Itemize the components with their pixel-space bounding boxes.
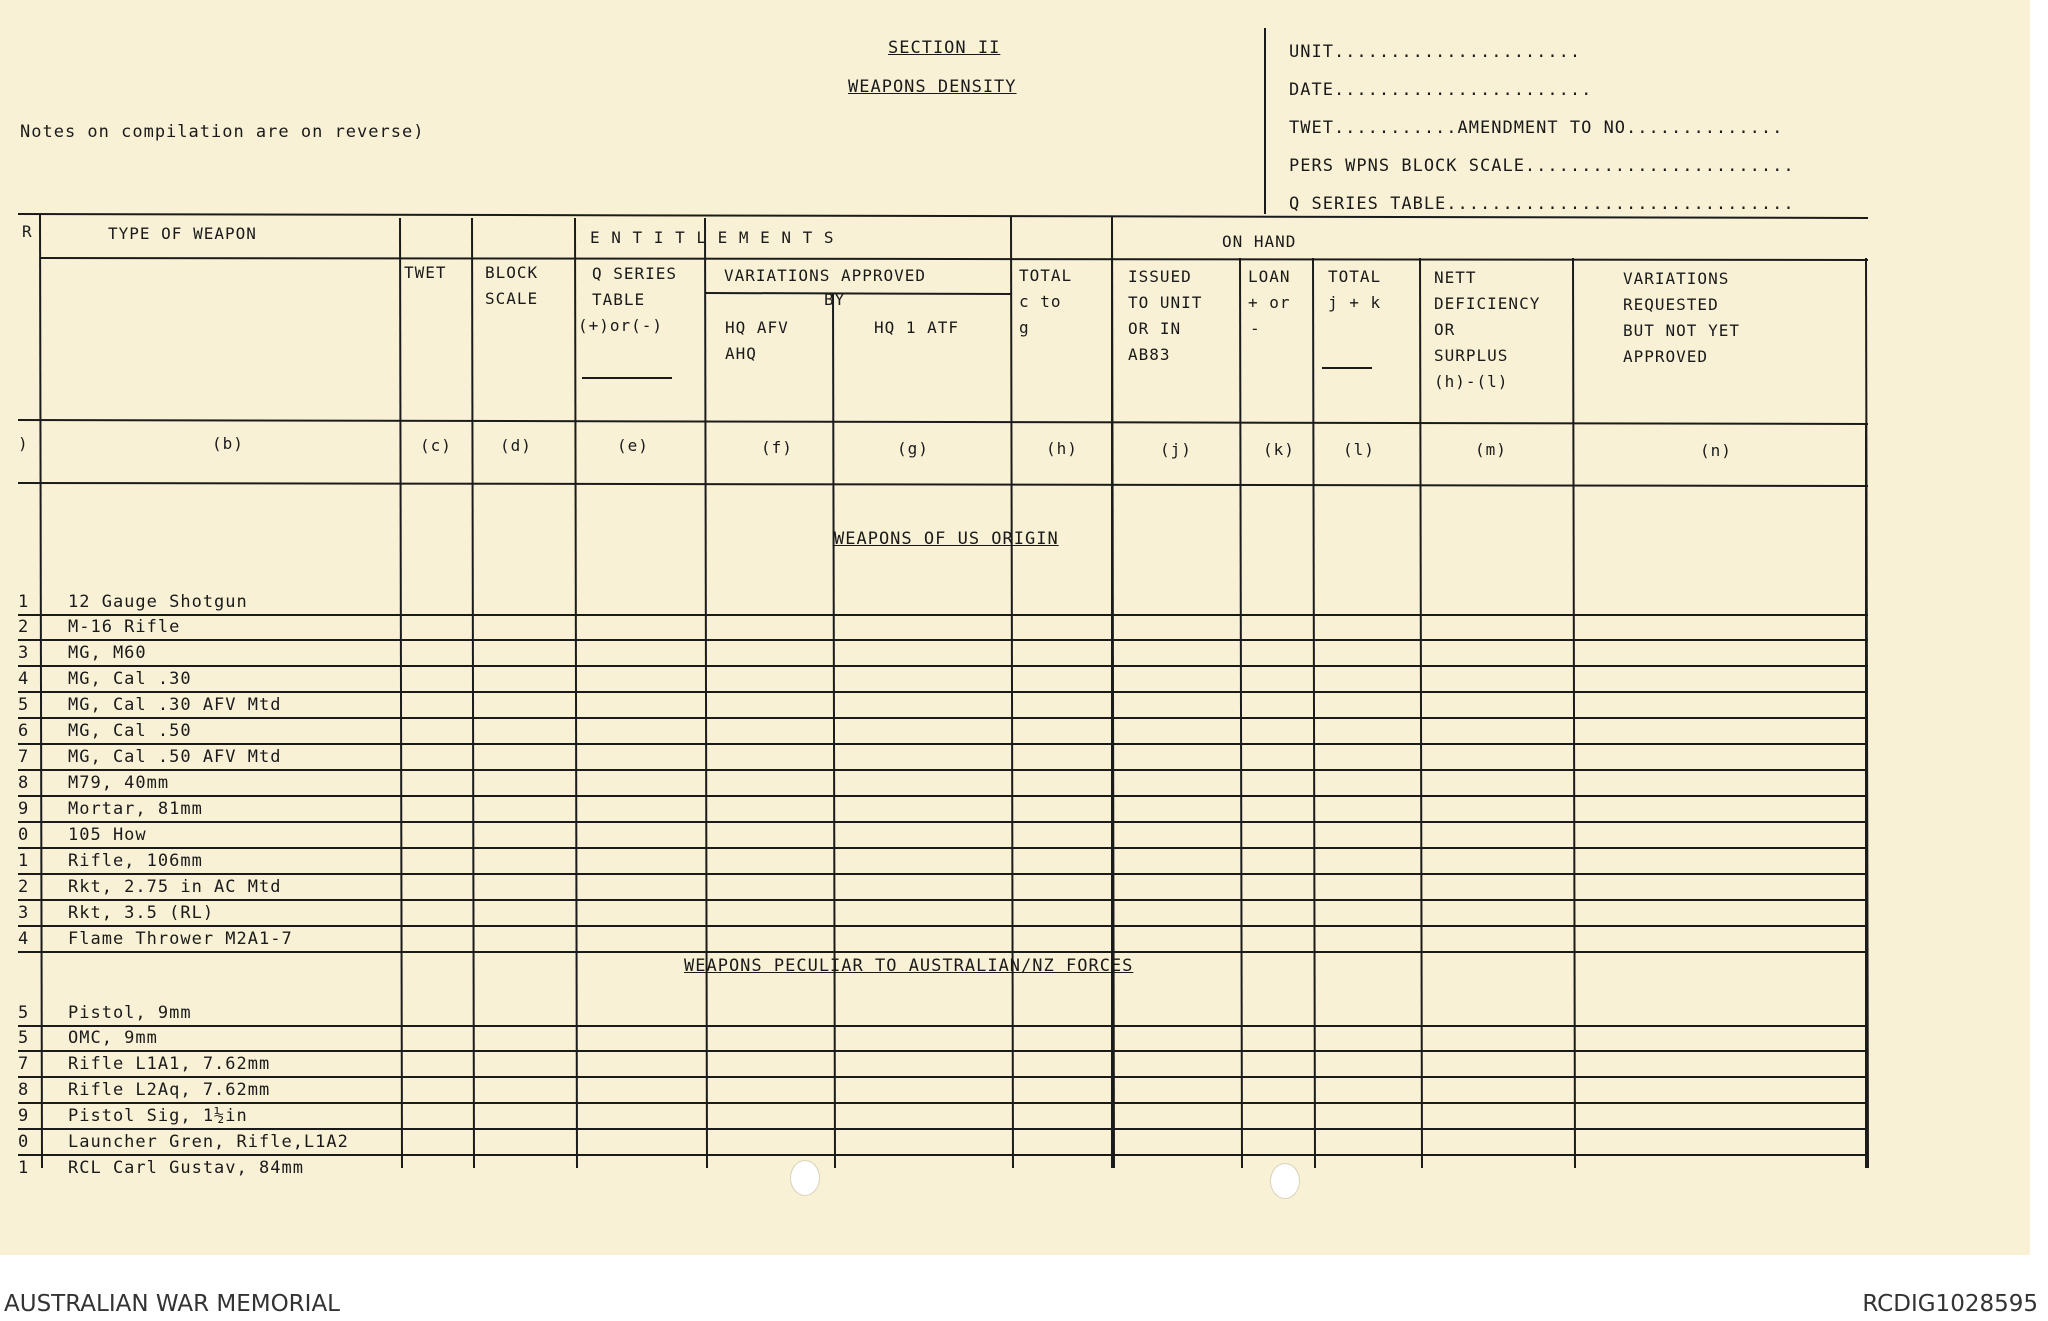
or-in-header: OR IN <box>1128 319 1182 338</box>
punch-hole-left <box>790 1160 820 1196</box>
variations-requested-header: VARIATIONS <box>1623 269 1730 288</box>
weapon-name: 12 Gauge Shotgun <box>68 592 248 612</box>
twet-amendment-field: TWET...........AMENDMENT TO NO.............. <box>1289 118 1784 138</box>
letter-h: (h) <box>1046 439 1078 458</box>
scale-header: SCALE <box>485 289 539 308</box>
row-ser: 1 <box>18 1158 30 1178</box>
deficiency-header: DEFICIENCY <box>1434 294 1541 313</box>
letter-b: (b) <box>212 434 244 453</box>
header-rule <box>40 258 1868 260</box>
weapon-name: Mortar, 81mm <box>68 799 203 819</box>
weapon-name: M-16 Rifle <box>68 617 181 637</box>
block-scale-field: PERS WPNS BLOCK SCALE........................ <box>1289 156 1795 176</box>
row-ser: 4 <box>18 929 30 949</box>
row-ser: 9 <box>18 799 30 819</box>
row-ser: 6 <box>18 721 30 741</box>
column-rule <box>1420 258 1422 1168</box>
weapon-name: M79, 40mm <box>68 773 170 793</box>
weapon-name: Pistol, 9mm <box>68 1003 192 1023</box>
letter-e: (e) <box>617 436 649 455</box>
compilation-note: Notes on compilation are on reverse) <box>20 122 425 142</box>
block-header: BLOCK <box>485 263 539 282</box>
letter-l: (l) <box>1343 440 1375 459</box>
row-ser: 5 <box>18 1003 30 1023</box>
approved-header: APPROVED <box>1623 347 1709 366</box>
unit-field: UNIT...................... <box>1289 42 1582 62</box>
column-rule <box>833 293 835 1168</box>
archive-id: RCDIG1028595 <box>1862 1291 2038 1317</box>
twet-header: TWET <box>404 263 447 282</box>
row-ser: 4 <box>18 669 30 689</box>
plus-minus-header: (+)or(-) <box>578 316 664 335</box>
letter-f: (f) <box>761 438 793 457</box>
c-to-header: c to <box>1019 292 1062 311</box>
q-series-field: Q SERIES TABLE............................... <box>1289 194 1795 214</box>
letter-d: (d) <box>500 436 532 455</box>
weapon-name: MG, Cal .50 <box>68 721 192 741</box>
row-ser: 5 <box>18 695 30 715</box>
g-header: g <box>1019 318 1030 337</box>
section-us-origin: WEAPONS OF US ORIGIN <box>834 529 1059 549</box>
issued-header: ISSUED <box>1128 267 1192 286</box>
row-ser: 1 <box>18 592 30 612</box>
column-rule <box>1313 258 1315 1168</box>
or-header: OR <box>1434 320 1456 339</box>
row-ser: 2 <box>18 877 30 897</box>
weapon-name: MG, Cal .30 <box>68 669 192 689</box>
ahq-header: AHQ <box>725 344 757 363</box>
weapon-name: 105 How <box>68 825 147 845</box>
letter-m: (m) <box>1475 440 1507 459</box>
row-ser: 8 <box>18 1080 30 1100</box>
archive-credit: AUSTRALIAN WAR MEMORIAL <box>4 1291 340 1317</box>
table-top-rule <box>18 214 1868 218</box>
weapon-name: RCL Carl Gustav, 84mm <box>68 1158 304 1178</box>
column-rule <box>1240 258 1242 1168</box>
weapon-name: OMC, 9mm <box>68 1028 158 1048</box>
weapon-name: Launcher Gren, Rifle,L1A2 <box>68 1132 349 1152</box>
plus-or-header: + or <box>1248 293 1291 312</box>
date-field: DATE....................... <box>1289 80 1593 100</box>
ser-header: R <box>22 222 33 241</box>
row-ser: 3 <box>18 643 30 663</box>
on-hand-header: ON HAND <box>1222 232 1297 251</box>
row-ser: 1 <box>18 851 30 871</box>
letter-k: (k) <box>1263 440 1295 459</box>
hq-1-atf-header: HQ 1 ATF <box>874 318 960 337</box>
type-of-weapon-header: TYPE OF WEAPON <box>108 224 257 243</box>
punch-hole-right <box>1270 1163 1300 1199</box>
hq-afv-header: HQ AFV <box>725 318 789 337</box>
letters-top-rule <box>18 420 1868 424</box>
letter-n: (n) <box>1700 441 1732 460</box>
weapon-name: Rkt, 2.75 in AC Mtd <box>68 877 282 897</box>
by-header: BY <box>824 290 846 309</box>
weapon-name: Rifle L2Aq, 7.62mm <box>68 1080 271 1100</box>
requested-header: REQUESTED <box>1623 295 1719 314</box>
column-rule <box>1573 258 1575 1168</box>
total-l-header: TOTAL <box>1328 267 1382 286</box>
weapon-name: MG, Cal .30 AFV Mtd <box>68 695 282 715</box>
letter-a: ) <box>18 434 29 453</box>
h-minus-l-header: (h)-(l) <box>1434 372 1509 391</box>
q-series-header: Q SERIES <box>592 264 678 283</box>
row-ser: 3 <box>18 903 30 923</box>
minus-header: - <box>1250 319 1261 338</box>
row-ser: 7 <box>18 1054 30 1074</box>
section-label: SECTION II <box>888 38 1001 58</box>
letter-c: (c) <box>420 436 452 455</box>
row-ser: 5 <box>18 1028 30 1048</box>
to-unit-header: TO UNIT <box>1128 293 1203 312</box>
row-ser: 8 <box>18 773 30 793</box>
row-ser: 0 <box>18 825 30 845</box>
section-aus-nz: WEAPONS PECULIAR TO AUSTRALIAN/NZ FORCES <box>684 956 1134 976</box>
but-not-yet-header: BUT NOT YET <box>1623 321 1740 340</box>
loan-header: LOAN <box>1248 267 1291 286</box>
letter-j: (j) <box>1160 440 1192 459</box>
variations-approved-header: VARIATIONS APPROVED <box>724 266 927 285</box>
table-header: TABLE <box>592 290 646 309</box>
weapon-name: Rkt, 3.5 (RL) <box>68 903 215 923</box>
total-h-header: TOTAL <box>1019 266 1073 285</box>
letters-bottom-rule <box>18 483 1868 486</box>
weapon-name: Rifle, 106mm <box>68 851 203 871</box>
weapon-name: Pistol Sig, 1½in <box>68 1106 248 1126</box>
weapon-name: Flame Thrower M2A1-7 <box>68 929 293 949</box>
variations-sub-rule <box>705 293 1011 294</box>
nett-header: NETT <box>1434 268 1477 287</box>
row-ser: 0 <box>18 1132 30 1152</box>
weapon-name: Rifle L1A1, 7.62mm <box>68 1054 271 1074</box>
form-title: WEAPONS DENSITY <box>848 77 1017 97</box>
surplus-header: SURPLUS <box>1434 346 1509 365</box>
letter-g: (g) <box>897 439 929 458</box>
row-ser: 9 <box>18 1106 30 1126</box>
ab83-header: AB83 <box>1128 345 1171 364</box>
row-ser: 2 <box>18 617 30 637</box>
j-plus-k-header: j + k <box>1328 293 1382 312</box>
row-ser: 7 <box>18 747 30 767</box>
weapon-name: MG, Cal .50 AFV Mtd <box>68 747 282 767</box>
weapon-name: MG, M60 <box>68 643 147 663</box>
entitlements-header: E N T I T L E M E N T S <box>590 228 835 247</box>
